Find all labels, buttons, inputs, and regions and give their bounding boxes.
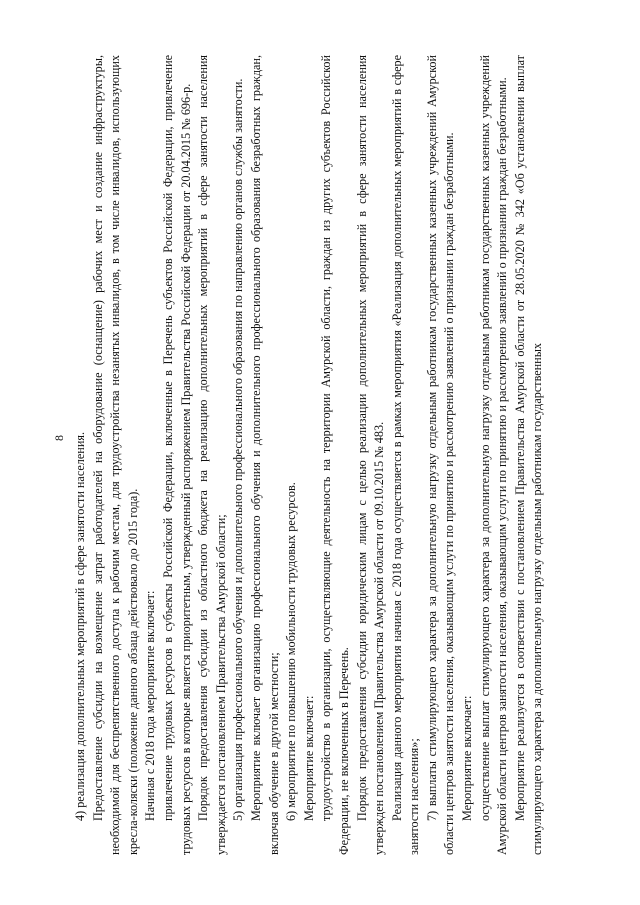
paragraph: Мероприятие включает организацию профессионального обучения и дополнительного профессионального образования безработных граждан, включая обучение в другой местности; bbox=[248, 55, 281, 855]
paragraph: 6) мероприятие по повышению мобильности трудовых ресурсов. bbox=[284, 482, 299, 821]
paragraph: Начиная с 2018 года мероприятие включает: bbox=[143, 590, 158, 821]
paragraph: осуществление выплат стимулирующего характера за дополнительную нагрузку отдельным работникам государственных казенных учреждений Амурской области центров занятости населения, оказывающим услуги по принятию и рассмотрению заявлений о признании граждан безработными. bbox=[477, 55, 510, 855]
paragraph: Порядок предоставления субсидии юридическим лицам с целью реализации дополнительных мероприятий в сфере занятости населения утвержден постановлением Правительства Амурской области от 09.10.2015 № 483. bbox=[354, 55, 387, 855]
paragraph: трудоустройство в организации, осуществляющие деятельность на территории Амурской области, граждан из других субъектов Российской Федерации, не включенных в Перечень. bbox=[319, 55, 351, 855]
paragraph: Мероприятие включает: bbox=[301, 695, 316, 821]
page-number: 8 bbox=[52, 435, 66, 441]
paragraph: Порядок предоставления субсидии из областного бюджета на реализацию дополнительных мероприятий в сфере занятости населения утверждается постановлением Правительства Амурской области; bbox=[196, 55, 228, 855]
paragraph: Предоставление субсидии на возмещение затрат работодателей на оборудование (оснащение) рабочих мест и создание инфраструктуры, необходимой для беспрепятственного доступа к рабочим местам, для трудоустройства незанятых инвалидов, в том числе инвалидов, использующих кресла-коляски (положение данного абзаца действовало до 2015 года). bbox=[90, 55, 140, 855]
paragraph: 5) организация профессионального обучения и дополнительного профессионального образования по направлению органов службы занятости. bbox=[231, 78, 246, 821]
paragraph: 7) выплаты стимулирующего характера за дополнительную нагрузку отдельным работникам государственных казенных учреждений Амурской области центров занятости населения, оказывающим услуги по принятию и рассмотрению заявлений о признании граждан безработными. bbox=[424, 55, 457, 855]
paragraph: 4) реализация дополнительных мероприятий в сфере занятости населения. bbox=[73, 432, 87, 821]
paragraph: Мероприятие включает: bbox=[460, 695, 475, 821]
paragraph: Мероприятие реализуется в соответствии с постановлением Правительства Амурской области от 28.05.2020 № 342 «Об установлении выплат стимулирующего характера за дополнительную нагрузку отдельным работникам государственных bbox=[512, 55, 545, 855]
paragraph: Реализация данного мероприятия начиная с 2018 года осуществляется в рамках мероприятия «Реализация дополнительных мероприятий в сфере занятости населения»; bbox=[389, 55, 422, 855]
document-body bbox=[72, 55, 592, 855]
paragraph: привлечение трудовых ресурсов в субъекты Российской Федерации, включенные в Перечень субъектов Российской Федерации, привлечение трудовых ресурсов в которые является приоритетным, утвержденный распоряжением Правительства Российской Федерации от 20.04.2015 № 696-р. bbox=[160, 55, 193, 855]
